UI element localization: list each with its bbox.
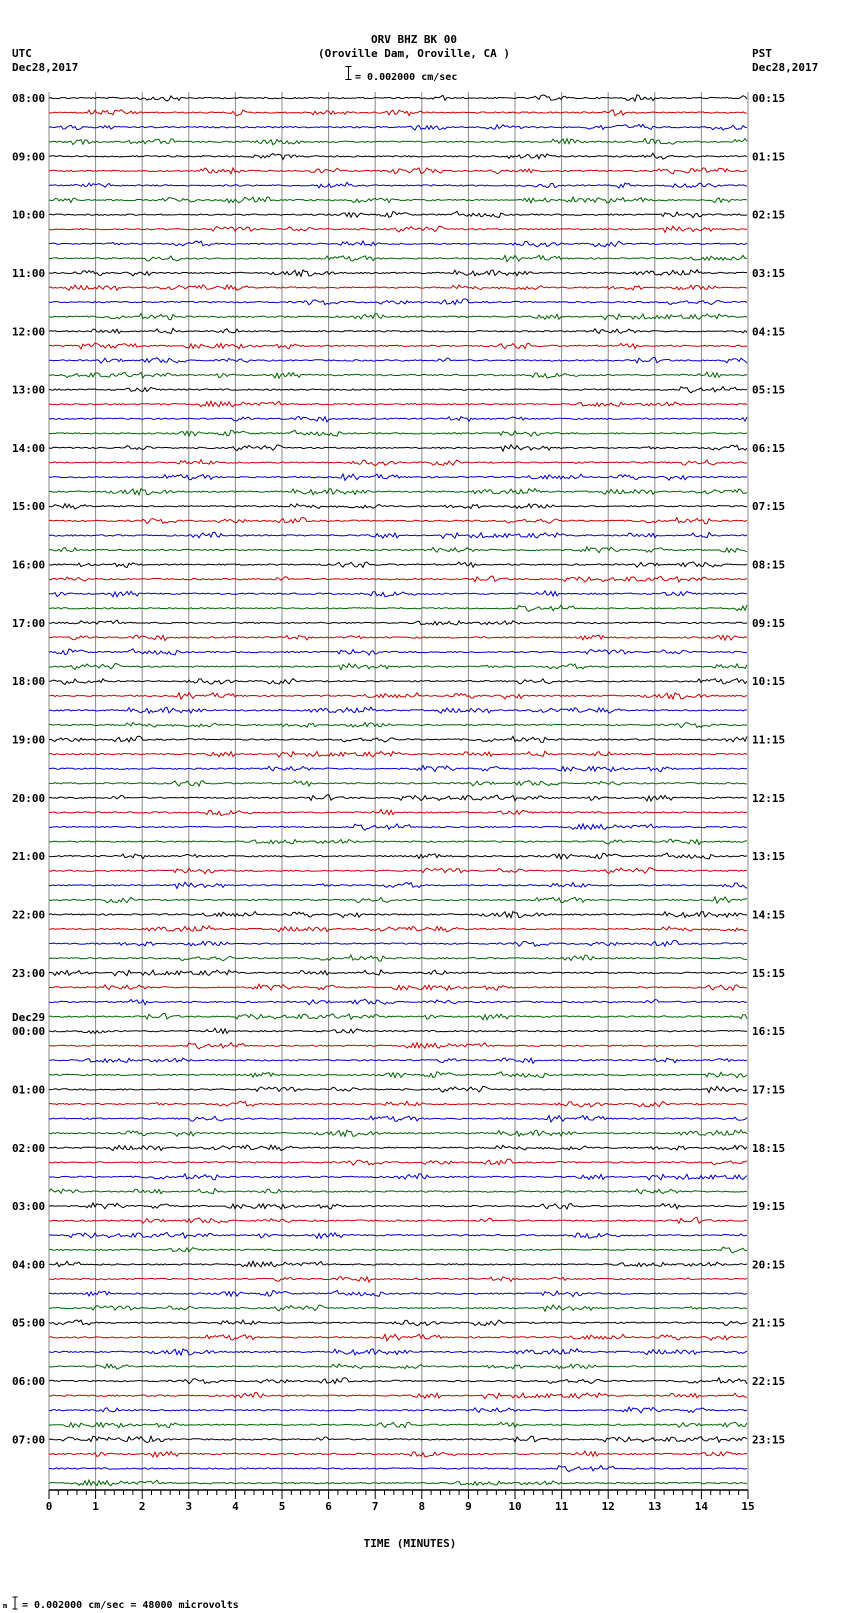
trace-71: [49, 1130, 747, 1136]
pst-hour-label: 16:15: [752, 1025, 786, 1039]
trace-24: [49, 445, 747, 451]
utc-hour-label: 18:00: [12, 675, 46, 689]
trace-34: [49, 591, 747, 597]
pst-hour-label: 01:15: [752, 150, 786, 164]
trace-19: [49, 372, 747, 378]
date-change-label: Dec29: [12, 1011, 46, 1025]
trace-28: [49, 504, 747, 509]
utc-hour-label: 09:00: [12, 150, 46, 164]
trace-59: [49, 955, 747, 961]
utc-hour-label: 04:00: [12, 1258, 46, 1272]
pst-hour-label: 06:15: [752, 441, 786, 455]
trace-9: [49, 226, 747, 232]
trace-72: [49, 1145, 747, 1150]
x-tick-label: 12: [601, 1500, 615, 1513]
x-tick-label: 10: [508, 1500, 522, 1513]
trace-61: [49, 984, 747, 990]
trace-82: [49, 1290, 747, 1296]
x-tick-label: 1: [92, 1500, 99, 1513]
x-tick-label: 2: [138, 1500, 146, 1513]
trace-58: [49, 940, 747, 946]
pst-label: PST: [752, 47, 772, 60]
pst-hour-label: 05:15: [752, 383, 786, 397]
trace-10: [49, 241, 747, 247]
trace-47: [49, 781, 747, 787]
utc-hour-label: 06:00: [12, 1375, 46, 1389]
trace-27: [49, 489, 747, 495]
trace-69: [49, 1101, 747, 1107]
trace-73: [49, 1159, 747, 1165]
utc-hour-label: 20:00: [12, 791, 46, 805]
x-tick-label: 14: [694, 1500, 709, 1513]
trace-21: [49, 401, 747, 407]
utc-hour-label: 10:00: [12, 208, 46, 222]
pst-hour-label: 21:15: [752, 1316, 786, 1330]
trace-13: [49, 285, 747, 290]
pst-hour-label: 15:15: [752, 966, 786, 980]
utc-hour-label: 00:00: [12, 1025, 46, 1039]
trace-84: [49, 1320, 747, 1326]
trace-48: [49, 795, 747, 801]
trace-57: [49, 926, 747, 932]
trace-17: [49, 343, 747, 349]
pst-hour-label: 13:15: [752, 850, 786, 864]
trace-3: [49, 139, 747, 145]
trace-25: [49, 460, 747, 466]
utc-hour-label: 11:00: [12, 266, 46, 280]
trace-14: [49, 299, 747, 305]
utc-hour-label: 15:00: [12, 500, 46, 514]
trace-87: [49, 1364, 747, 1369]
trace-31: [49, 547, 747, 553]
utc-hour-label: 17:00: [12, 616, 46, 630]
pst-hour-label: 14:15: [752, 908, 786, 922]
utc-hour-labels: [12, 92, 45, 1446]
trace-56: [49, 912, 747, 918]
trace-83: [49, 1305, 747, 1311]
scale-label: = 0.002000 cm/sec: [355, 72, 458, 83]
trace-44: [49, 736, 747, 742]
trace-75: [49, 1189, 747, 1194]
utc-hour-label: 05:00: [12, 1316, 46, 1330]
utc-hour-label: 16:00: [12, 558, 46, 572]
utc-hour-label: 21:00: [12, 850, 46, 864]
trace-16: [49, 328, 747, 333]
trace-26: [49, 474, 747, 480]
trace-12: [49, 270, 747, 276]
pst-hour-label: 07:15: [752, 500, 786, 514]
utc-label: UTC: [12, 47, 32, 60]
trace-95: [49, 1480, 747, 1486]
trace-62: [49, 999, 747, 1005]
trace-11: [49, 255, 747, 261]
pst-hour-label: 11:15: [752, 733, 786, 747]
trace-91: [49, 1422, 747, 1428]
trace-64: [49, 1028, 747, 1033]
pst-hour-label: 18:15: [752, 1141, 786, 1155]
x-axis-title: TIME (MINUTES): [363, 1537, 457, 1550]
trace-85: [49, 1334, 747, 1341]
trace-68: [49, 1086, 747, 1092]
pst-hour-label: 22:15: [752, 1375, 786, 1389]
trace-77: [49, 1218, 747, 1224]
trace-53: [49, 868, 747, 874]
pst-hour-label: 17:15: [752, 1083, 786, 1097]
x-tick-label: 11: [554, 1500, 569, 1513]
trace-89: [49, 1393, 747, 1399]
trace-70: [49, 1116, 747, 1123]
footer-scale-icon: [3, 1596, 17, 1610]
scale-bar-icon: [345, 66, 352, 80]
trace-80: [49, 1261, 747, 1267]
trace-66: [49, 1058, 747, 1064]
x-tick-label: 13: [648, 1500, 662, 1513]
utc-hour-label: 07:00: [12, 1433, 46, 1447]
utc-hour-label: 01:00: [12, 1083, 46, 1097]
pst-hour-label: 09:15: [752, 616, 786, 630]
trace-1: [49, 110, 747, 116]
trace-7: [49, 197, 747, 203]
trace-51: [49, 839, 747, 845]
trace-5: [49, 168, 747, 174]
time-axis: [46, 1490, 755, 1513]
trace-35: [49, 605, 747, 611]
trace-8: [49, 211, 747, 217]
trace-43: [49, 723, 747, 728]
station-title: ORV BHZ BK 00: [370, 33, 458, 46]
utc-hour-label: 14:00: [12, 441, 46, 455]
trace-6: [49, 182, 747, 188]
pst-hour-label: 04:15: [752, 325, 786, 339]
pst-hour-label: 08:15: [752, 558, 786, 572]
trace-79: [49, 1247, 747, 1253]
pst-hour-labels: [752, 92, 785, 1446]
pst-hour-label: 10:15: [752, 675, 786, 689]
pst-hour-label: 02:15: [752, 208, 786, 222]
trace-50: [49, 824, 747, 830]
utc-hour-label: 22:00: [12, 908, 46, 922]
trace-90: [49, 1407, 747, 1413]
trace-86: [49, 1349, 747, 1355]
trace-78: [49, 1233, 747, 1239]
trace-15: [49, 314, 747, 320]
trace-46: [49, 766, 747, 772]
x-tick-label: 6: [325, 1500, 332, 1513]
utc-hour-label: 08:00: [12, 92, 46, 105]
trace-37: [49, 635, 747, 641]
trace-55: [49, 897, 747, 903]
station-location: (Oroville Dam, Oroville, CA ): [317, 47, 511, 60]
utc-hour-label: 13:00: [12, 383, 46, 397]
trace-36: [49, 620, 747, 625]
footer-scale-label: = 0.002000 cm/sec = 48000 microvolts: [22, 1600, 239, 1611]
pst-hour-label: 23:15: [752, 1433, 786, 1447]
trace-4: [49, 153, 747, 159]
trace-92: [49, 1436, 747, 1442]
utc-hour-label: 03:00: [12, 1200, 46, 1214]
utc-hour-label: 19:00: [12, 733, 46, 747]
trace-52: [49, 853, 747, 859]
trace-32: [49, 562, 747, 568]
trace-60: [49, 970, 747, 976]
trace-81: [49, 1277, 747, 1283]
trace-94: [49, 1465, 747, 1471]
utc-date: Dec28,2017: [12, 61, 79, 74]
trace-20: [49, 387, 747, 393]
trace-18: [49, 357, 747, 363]
svg-text:m: m: [3, 1602, 8, 1610]
trace-30: [49, 532, 747, 538]
x-tick-label: 9: [465, 1500, 472, 1513]
pst-hour-label: 03:15: [752, 266, 786, 280]
utc-hour-label: 12:00: [12, 325, 46, 339]
pst-hour-label: 12:15: [752, 791, 786, 805]
pst-hour-label: 20:15: [752, 1258, 786, 1272]
trace-23: [49, 430, 747, 436]
trace-29: [49, 518, 747, 524]
trace-42: [49, 707, 747, 713]
trace-33: [49, 576, 747, 582]
trace-39: [49, 664, 747, 670]
utc-hour-label: 23:00: [12, 966, 46, 980]
trace-74: [49, 1174, 747, 1180]
x-tick-label: 0: [45, 1500, 53, 1513]
pst-hour-label: 00:15: [752, 92, 786, 105]
x-tick-label: 4: [232, 1500, 239, 1513]
utc-hour-label: 02:00: [12, 1141, 46, 1155]
x-tick-label: 15: [741, 1500, 755, 1513]
trace-76: [49, 1203, 747, 1209]
x-tick-label: 7: [371, 1500, 379, 1513]
seismic-traces: [49, 95, 747, 1486]
x-tick-label: 8: [418, 1500, 426, 1513]
trace-40: [49, 679, 747, 685]
trace-41: [49, 693, 747, 699]
trace-45: [49, 751, 747, 757]
trace-63: [49, 1014, 747, 1020]
minute-gridlines: [49, 92, 748, 1490]
trace-38: [49, 649, 747, 655]
trace-0: [49, 95, 747, 101]
trace-2: [49, 124, 747, 130]
trace-49: [49, 810, 747, 816]
trace-22: [49, 416, 747, 422]
x-tick-label: 5: [278, 1500, 286, 1513]
pst-date: Dec28,2017: [752, 61, 819, 74]
trace-93: [49, 1451, 747, 1457]
trace-67: [49, 1072, 747, 1078]
trace-54: [49, 882, 747, 888]
x-tick-label: 3: [185, 1500, 193, 1513]
trace-65: [49, 1043, 747, 1049]
pst-hour-label: 19:15: [752, 1200, 786, 1214]
trace-88: [49, 1378, 747, 1384]
